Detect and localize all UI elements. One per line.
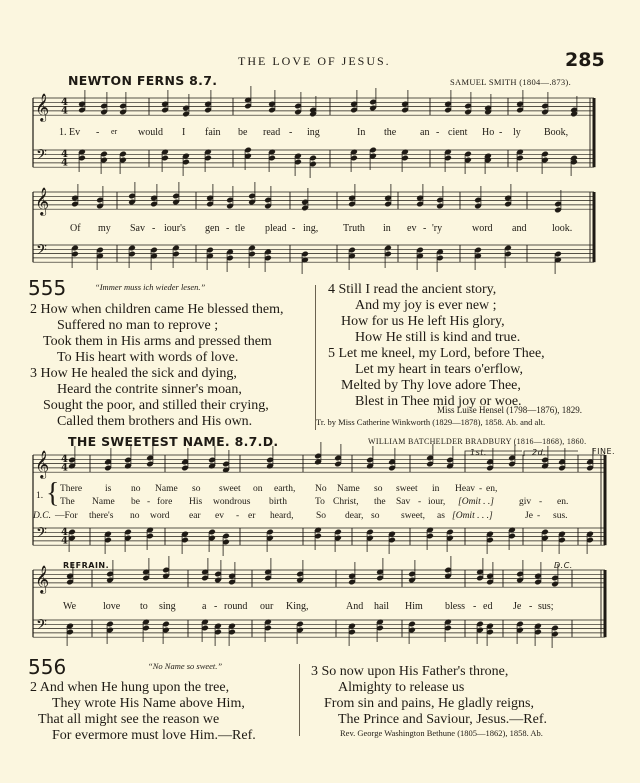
lyric: In [357,127,366,138]
lyric: giv [519,497,532,507]
brace: { [46,478,60,509]
lyric: birth [269,497,287,507]
lyric: 'ry [432,223,443,234]
lyric: my [98,223,111,234]
verse-2 [30,680,256,744]
verse-line: Sought the poor, and stilled their crying, [43,398,269,413]
lyric: - [418,497,422,507]
verse-line: 4 Still I read the ancient story, [328,282,497,297]
lyric: We [63,601,77,612]
verse-line: They wrote His Name above Him, [52,696,245,711]
verse-line: Almighty to release us [338,680,465,695]
lyric: Sav [396,497,411,507]
lyric: to [140,601,148,612]
lyric: sus; [538,601,554,612]
lyric: en. [557,497,569,507]
verse-line: 5 Let me kneel, my Lord, before Thee, [328,346,545,361]
lyric: tle [235,223,245,234]
hymn-number-555: 555 [28,276,67,300]
verse-line: Called them brothers and His own. [57,414,253,429]
lyric: - [226,223,230,234]
verse-line: Melted by Thy love adore Thee, [341,378,521,393]
verse-line: 3 So now upon His Father's throne, [311,664,509,679]
final-bar [593,98,596,167]
lyric: ed [483,601,493,612]
fine-mark: FINE. [592,447,616,456]
verse-line: 3 How He healed the sick and dying, [30,366,237,381]
lyric: in [383,223,391,234]
first-line-original: “Immer muss ich wieder lesen.” [95,282,206,292]
lyric: sweet, [401,511,426,521]
bass-clef: 𝄢 [36,525,47,545]
page-number: 285 [565,49,605,71]
running-header: THE LOVE OF JESUS. [238,54,391,68]
lyric: a [202,601,207,612]
lyric: heard, [270,511,294,521]
verse-line: How He still is kind and true. [355,330,521,345]
bass-clef: 𝄢 [36,242,47,262]
verse-line: How for us He left His glory, [341,314,505,329]
lyric: Sav [130,223,145,234]
lyric: - [236,511,240,521]
lyric: Name [155,484,178,494]
lyric: ev [407,223,417,234]
lyric: no [130,511,140,521]
time-signature: 4 [61,462,68,474]
lyric: So [316,511,327,521]
lyric: sus. [553,511,568,521]
lyric: - [96,127,100,138]
lyric-omit: [Omit . . .] [452,511,493,521]
lyric: - [479,484,483,494]
verse-line: From sin and pains, He gladly reigns, [324,696,534,711]
time-signature: 4 [61,97,68,108]
lyric: is [105,484,112,494]
composer-credit: SAMUEL SMITH (1804—.873). [450,77,571,87]
lyric: sweet [219,484,241,494]
treble-clef: 𝄞 [35,450,50,478]
lyric: Ho [482,127,495,138]
verse-line: 2 And when He hung upon the tree, [30,680,230,695]
lyric-omit: [Omit . .] [458,497,494,507]
lyric: ear [189,511,201,521]
lyric: ly [513,127,521,138]
time-signature: 4 [61,454,68,465]
lyric: Je [513,601,522,612]
lyric: Christ, [333,497,359,507]
verse-line: Suffered no man to reprove ; [57,318,219,333]
final-bar [593,192,596,262]
final-bar [604,455,607,545]
lyric: dear, [345,511,364,521]
time-signature: 4 [61,105,68,117]
lyric: Je [525,511,533,521]
lyric: word [150,511,170,521]
lyric: - [539,497,543,507]
lyric: Book, [544,127,569,138]
lyric: wondrous [213,497,251,507]
first-line-original: “No Name so sweet.” [148,661,223,671]
verse-5 [328,346,545,410]
lyric: no [131,484,141,494]
tune-title-newton-ferns: NEWTON FERNS 8.7. [68,73,218,88]
verse-line: Let my heart in tears o'erflow, [355,362,523,377]
lyric: read [263,127,281,138]
lyric: an [420,127,430,138]
verse-line: To His heart with words of love. [57,350,239,365]
lyric: look. [552,223,573,234]
lyric: en, [486,484,498,494]
lyric: fain [205,127,221,138]
verse-3 [311,664,547,728]
final-bar [604,570,607,637]
lyric: - [423,223,427,234]
composer-credit: WILLIAM BATCHELDER BRADBURY (1816—1868), 1860. [368,437,587,446]
lyric: Name [92,497,115,507]
lyric: —For [55,511,78,521]
column-divider [299,664,300,736]
verse-3 [30,366,269,430]
verse-line: The Prince and Saviour, Jesus.—Ref. [338,712,548,727]
lyric: sing [159,601,176,612]
lyric: 1. Ev [59,127,81,138]
lyric: - [147,497,151,507]
lyric: - [473,601,477,612]
lyric: so [371,511,380,521]
author-credit: Miss Luise Hensel (1798—1876), 1829. [437,405,582,415]
lyric: - [499,127,503,138]
lyric: would [138,127,163,138]
lyric: iour's [164,223,186,234]
verse-number: 1. [36,491,44,501]
lyric: ing [307,127,320,138]
lyric: - [529,601,533,612]
bass-clef: 𝄢 [36,617,47,637]
lyric: hail [374,601,389,612]
verse-line: Took them in His arms and pressed them [43,334,272,349]
tune-title-sweetest-name: THE SWEETEST NAME. 8.7.D. [68,434,279,449]
lyric: the [384,127,397,138]
verse-line: And my joy is ever new ; [355,298,497,313]
refrain-label: REFRAIN. [63,561,110,570]
lyric: in [432,484,440,494]
lyric: the [374,497,386,507]
time-signature: 4 [61,527,68,538]
lyric: cient [448,127,468,138]
verse-line: 2 How when children came He blessed them, [30,302,284,317]
bass-clef: 𝄢 [36,147,47,167]
translator-credit: Tr. by Miss Catherine Winkworth (1829—1878), 1858. Ab. and alt. [316,417,546,427]
lyric: His [189,497,203,507]
lyric: so [192,484,201,494]
column-divider [315,285,316,430]
lyric: as [437,511,445,521]
lyric: ing, [303,223,319,234]
verse-2 [30,302,283,366]
verse-line: Blest in Thee mid joy or woe. [355,394,522,409]
lyric: be [131,497,140,507]
lyric: round [224,601,248,612]
author-credit: Rev. George Washington Bethune (1805—1862), 1858. Ab. [340,728,543,738]
lyric: iour, [428,497,446,507]
dc-mark: D.C. [554,561,573,570]
lyric: King, [286,601,309,612]
hymn-number-556: 556 [28,655,67,679]
lyric: fore [157,497,173,507]
lyric: And [346,601,364,612]
ending-first: 1st. [470,448,487,457]
lyric: The [60,497,75,507]
treble-clef: 𝄞 [35,93,50,121]
ending-second: 2d. [532,448,547,457]
lyric: - [537,511,541,521]
lyric: er [248,511,256,521]
lyric: so [374,484,383,494]
time-signature: 4 [61,157,68,169]
verse-4 [328,282,520,346]
time-signature: 4 [61,535,68,547]
lyric: there's [89,511,114,521]
lyric: and [512,223,527,234]
lyric: I [182,127,186,138]
lyric: ev [215,511,224,521]
lyric: sweet [396,484,418,494]
lyric: - [292,223,296,234]
lyric: - [214,601,218,612]
dc-mark: D.C. [33,511,51,521]
lyric: love [103,601,121,612]
lyric: Heav [455,484,476,494]
lyric: Of [70,223,81,234]
lyric: be [238,127,248,138]
verse-line: That all might see the reason we [38,712,220,727]
lyric: There [60,484,83,494]
lyric: earth, [274,484,296,494]
lyric: gen [205,223,220,234]
verse-line: Heard the contrite sinner's moan, [57,382,242,397]
lyric: Him [405,601,423,612]
lyric: word [472,223,493,234]
treble-clef: 𝄞 [35,565,50,593]
verse-line: For evermore must love Him.—Ref. [52,728,256,743]
lyric: To [315,497,325,507]
treble-clef: 𝄞 [35,187,50,215]
lyric: - [436,127,440,138]
lyric: No [315,484,327,494]
lyric: plead [265,223,287,234]
lyric: our [260,601,274,612]
lyric: er [111,127,118,136]
lyric: Truth [343,223,365,234]
time-signature: 4 [61,149,68,160]
lyric: - [152,223,156,234]
lyric: bless [445,601,465,612]
lyric: - [289,127,293,138]
lyric: Name [337,484,360,494]
lyric: on [253,484,263,494]
